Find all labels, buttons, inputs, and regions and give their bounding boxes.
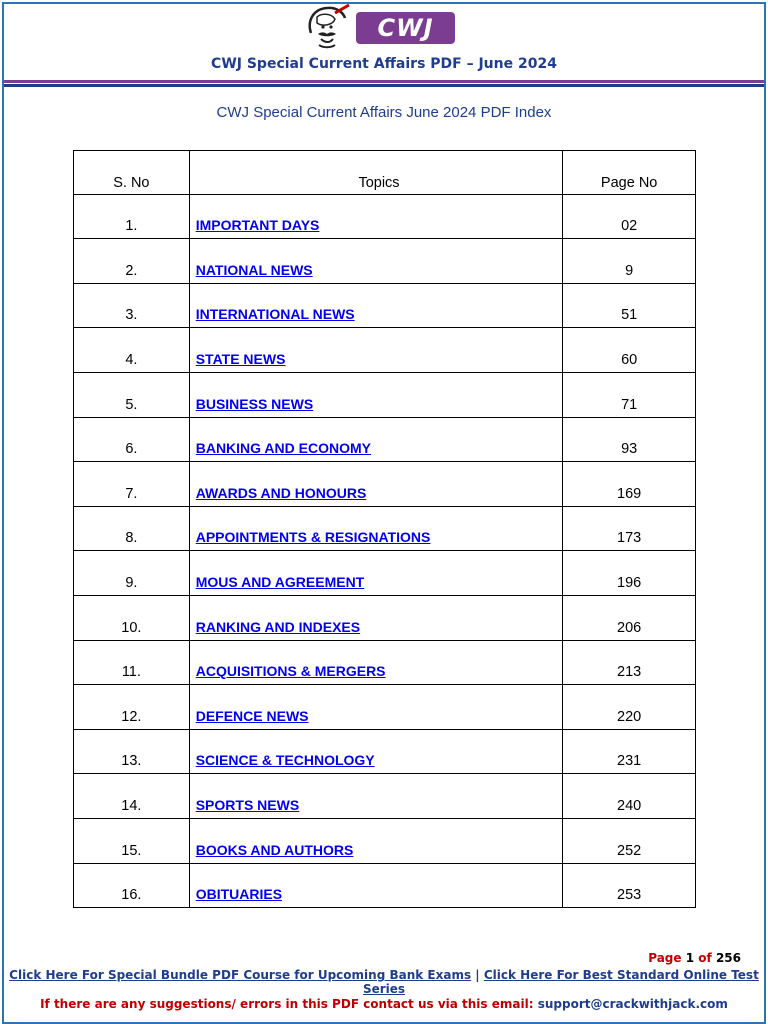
table-row — [74, 283, 696, 328]
row-topic-cell — [189, 417, 563, 462]
row-serial: 1. — [74, 194, 190, 239]
row-serial: 2. — [74, 239, 190, 284]
row-page: 169 — [563, 462, 696, 507]
row-topic-cell — [189, 372, 563, 417]
footer-contact — [0, 997, 768, 1011]
row-page: 9 — [563, 239, 696, 284]
row-page: 252 — [563, 818, 696, 863]
row-serial: 13. — [74, 729, 190, 774]
row-page: 206 — [563, 595, 696, 640]
table-row — [74, 685, 696, 730]
topic-link[interactable]: NATIONAL NEWS — [195, 261, 313, 278]
row-page: 93 — [563, 417, 696, 462]
page-counter — [648, 951, 741, 965]
table-row — [74, 729, 696, 774]
table-row — [74, 417, 696, 462]
table-row — [74, 328, 696, 373]
support-email-link[interactable]: support@crackwithjack.com — [537, 997, 728, 1011]
row-topic-cell — [189, 863, 563, 908]
column-header-topics: Topics — [189, 151, 563, 195]
column-header-page: Page No — [563, 151, 696, 195]
table-row — [74, 506, 696, 551]
row-serial: 16. — [74, 863, 190, 908]
row-serial: 7. — [74, 462, 190, 507]
row-serial: 11. — [74, 640, 190, 685]
test-series-link[interactable]: Click Here For Best Standard Online Test Series — [362, 968, 759, 996]
topic-link[interactable]: ACQUISITIONS & MERGERS — [195, 663, 386, 680]
row-serial: 5. — [74, 372, 190, 417]
footer-separator: | — [475, 968, 480, 982]
topic-link[interactable]: AWARDS AND HONOURS — [195, 484, 367, 501]
row-page: 71 — [563, 372, 696, 417]
table-row — [74, 640, 696, 685]
table-row — [74, 595, 696, 640]
row-page: 213 — [563, 640, 696, 685]
table-row — [74, 372, 696, 417]
topic-link[interactable]: OBITUARIES — [195, 886, 283, 903]
row-serial: 15. — [74, 818, 190, 863]
row-topic-cell — [189, 283, 563, 328]
index-title: CWJ Special Current Affairs June 2024 PDF Index — [216, 104, 552, 121]
header-divider-purple — [4, 80, 764, 83]
footer-promo-links — [0, 968, 768, 996]
table-row — [74, 239, 696, 284]
row-serial: 12. — [74, 685, 190, 730]
row-page: 173 — [563, 506, 696, 551]
row-serial: 10. — [74, 595, 190, 640]
topic-link[interactable]: SPORTS NEWS — [195, 796, 300, 813]
page-label: Page — [648, 951, 682, 965]
row-topic-cell — [189, 328, 563, 373]
row-topic-cell — [189, 685, 563, 730]
row-topic-cell — [189, 551, 563, 596]
table-header-row — [74, 151, 696, 195]
contact-text: If there are any suggestions/ errors in this PDF contact us via this email: — [40, 997, 534, 1011]
row-topic-cell — [189, 729, 563, 774]
topic-link[interactable]: INTERNATIONAL NEWS — [195, 306, 355, 323]
page-number: 1 — [685, 951, 695, 965]
row-page: 220 — [563, 685, 696, 730]
topic-link[interactable]: BUSINESS NEWS — [195, 395, 314, 412]
row-topic-cell — [189, 595, 563, 640]
row-serial: 8. — [74, 506, 190, 551]
topic-link[interactable]: SCIENCE & TECHNOLOGY — [195, 752, 375, 769]
topic-link[interactable]: STATE NEWS — [195, 350, 286, 367]
row-page: 60 — [563, 328, 696, 373]
row-page: 240 — [563, 774, 696, 819]
row-topic-cell — [189, 818, 563, 863]
row-page: 196 — [563, 551, 696, 596]
row-serial: 9. — [74, 551, 190, 596]
row-topic-cell — [189, 506, 563, 551]
row-serial: 3. — [74, 283, 190, 328]
table-row — [74, 774, 696, 819]
table-row — [74, 462, 696, 507]
row-page: 231 — [563, 729, 696, 774]
topic-link[interactable]: BOOKS AND AUTHORS — [195, 841, 354, 858]
topic-link[interactable]: BANKING AND ECONOMY — [195, 440, 371, 457]
table-row — [74, 194, 696, 239]
row-serial: 4. — [74, 328, 190, 373]
table-row — [74, 551, 696, 596]
row-page: 253 — [563, 863, 696, 908]
logo-wordmark: CWJ — [356, 12, 455, 44]
topic-link[interactable]: APPOINTMENTS & RESIGNATIONS — [195, 529, 431, 546]
table-row — [74, 818, 696, 863]
document-title: CWJ Special Current Affairs PDF – June 2024 — [211, 56, 557, 72]
logo-portrait-icon — [303, 3, 353, 49]
topic-link[interactable]: DEFENCE NEWS — [195, 707, 309, 724]
bundle-course-link[interactable]: Click Here For Special Bundle PDF Course for Upcoming Bank Exams — [9, 968, 472, 982]
total-pages: 256 — [715, 951, 741, 965]
page-of-label: of — [698, 951, 712, 965]
cwj-logo — [303, 3, 455, 49]
table-row — [74, 863, 696, 908]
index-table — [73, 150, 696, 908]
row-topic-cell — [189, 239, 563, 284]
row-topic-cell — [189, 640, 563, 685]
column-header-sno: S. No — [74, 151, 190, 195]
header-divider-blue — [4, 84, 764, 87]
row-topic-cell — [189, 462, 563, 507]
row-serial: 14. — [74, 774, 190, 819]
row-page: 02 — [563, 194, 696, 239]
row-serial: 6. — [74, 417, 190, 462]
row-page: 51 — [563, 283, 696, 328]
row-topic-cell — [189, 774, 563, 819]
row-topic-cell — [189, 194, 563, 239]
topic-link[interactable]: RANKING AND INDEXES — [195, 618, 361, 635]
topic-link[interactable]: MOUS AND AGREEMENT — [195, 573, 365, 590]
topic-link[interactable]: IMPORTANT DAYS — [195, 217, 320, 234]
